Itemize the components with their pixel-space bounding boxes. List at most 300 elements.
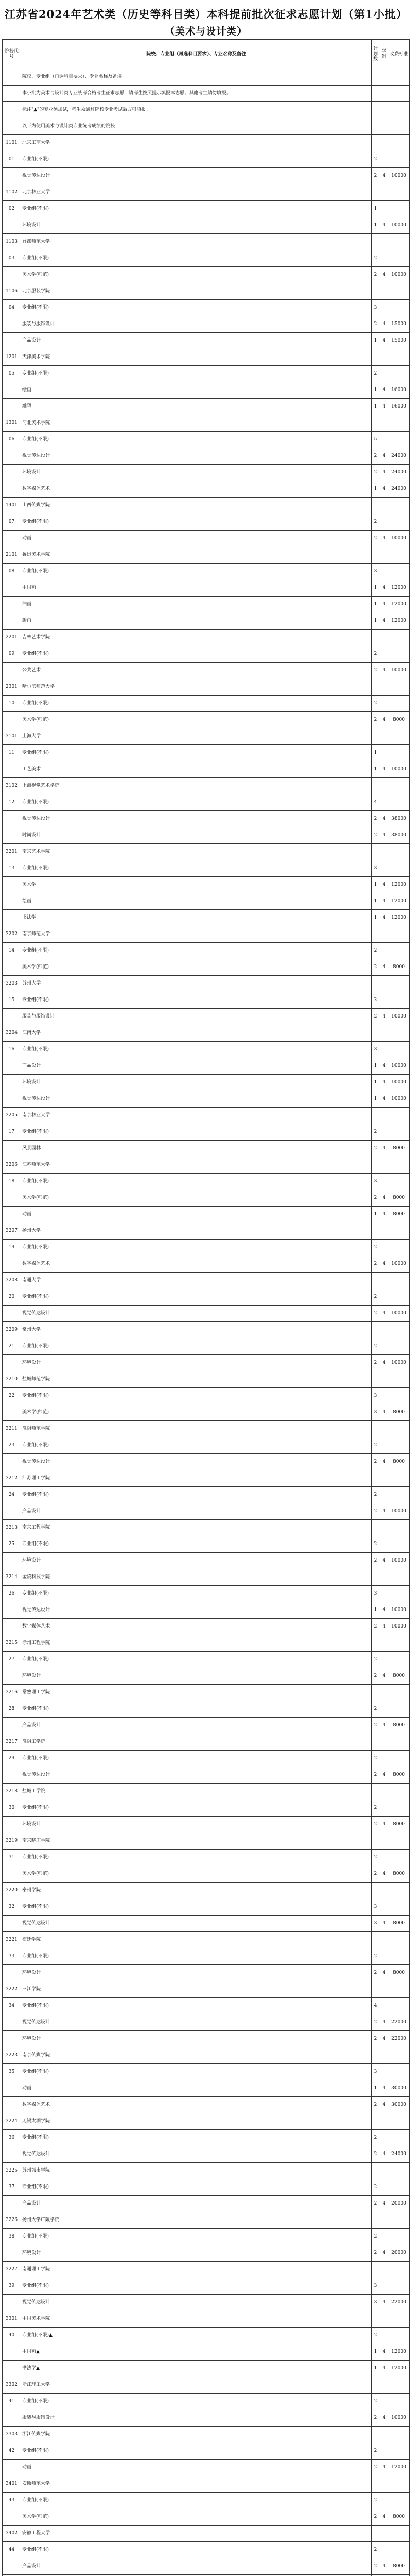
cell-name: 美术学(师范) [21, 712, 372, 728]
cell-name: 书法学▲ [21, 2361, 372, 2377]
cell-name: 天津美术学院 [21, 349, 372, 366]
cell-plan: 2 [372, 1553, 380, 1569]
cell-plan: 3 [372, 2278, 380, 2295]
cell-fee: 10000 [388, 531, 410, 547]
cell-name: 盐城师范学院 [21, 1371, 372, 1388]
table-row [3, 2229, 410, 2245]
cell-years: 4 [380, 2361, 388, 2377]
cell-years [380, 1734, 388, 1751]
cell-fee: 15000 [388, 333, 410, 349]
cell-fee [388, 2526, 410, 2542]
cell-fee [388, 1981, 410, 1998]
cell-code: 3217 [3, 1734, 21, 1751]
cell-name: 视觉传达设计 [21, 811, 372, 827]
cell-plan: 2 [372, 2394, 380, 2410]
cell-plan: 2 [372, 2542, 380, 2558]
cell-fee [388, 1108, 410, 1124]
cell-code: 08 [3, 564, 21, 580]
cell-name: 南通理工学院 [21, 2262, 372, 2278]
cell-name: 南京工程学院 [21, 1520, 372, 1536]
table-row [3, 1602, 410, 1619]
cell-name: 徐州工程学院 [21, 1635, 372, 1652]
cell-name: 专业组(不限) [21, 2394, 372, 2410]
cell-name: 中国画 [21, 580, 372, 597]
cell-code [3, 465, 21, 481]
cell-fee: 22000 [388, 2014, 410, 2031]
cell-fee: 20000 [388, 2245, 410, 2262]
cell-plan: 2 [372, 1124, 380, 1141]
cell-name: 数字媒体艺术 [21, 2097, 372, 2113]
table-row [3, 1487, 410, 1503]
cell-code [3, 2509, 21, 2526]
cell-code [3, 2245, 21, 2262]
cell-years: 4 [380, 2558, 388, 2575]
cell-years: 4 [380, 531, 388, 547]
cell-code: 3401 [3, 2476, 21, 2493]
cell-fee: 8000 [388, 1718, 410, 1734]
cell-fee [388, 1932, 410, 1948]
cell-name: 产品设计 [21, 1058, 372, 1075]
table-row [3, 514, 410, 531]
cell-code: 3225 [3, 2163, 21, 2179]
cell-fee [388, 1701, 410, 1718]
cell-fee [388, 1998, 410, 2014]
cell-fee [388, 2212, 410, 2229]
cell-code [3, 2344, 21, 2361]
cell-fee [388, 860, 410, 877]
cell-code [3, 1190, 21, 1207]
cell-name: 专业组(不限) [21, 2493, 372, 2509]
cell-fee [388, 1899, 410, 1916]
cell-name: 书法学 [21, 910, 372, 926]
cell-plan: 2 [372, 1141, 380, 1157]
cell-code [3, 580, 21, 597]
table-row [3, 1091, 410, 1108]
cell-name: 视觉传达设计 [21, 1767, 372, 1784]
cell-code: 1201 [3, 349, 21, 366]
cell-code: 3216 [3, 1685, 21, 1701]
cell-name: 时尚设计 [21, 827, 372, 844]
cell-years: 4 [380, 1503, 388, 1520]
cell-plan: 2 [372, 1306, 380, 1322]
cell-code: 26 [3, 1586, 21, 1602]
table-row [3, 1388, 410, 1404]
cell-name: 视觉传达设计 [21, 1454, 372, 1470]
cell-plan: 1 [372, 217, 380, 234]
cell-years [380, 1932, 388, 1948]
cell-code: 1102 [3, 184, 21, 201]
cell-name: 美术学(师范) [21, 1866, 372, 1883]
cell-plan: 1 [372, 1075, 380, 1091]
cell-plan [372, 2262, 380, 2278]
cell-fee [388, 992, 410, 1009]
cell-fee: 10000 [388, 1619, 410, 1635]
cell-name: 环境设计 [21, 1965, 372, 1981]
cell-name: 动画 [21, 2460, 372, 2476]
cell-years [380, 415, 388, 432]
cell-fee [388, 1388, 410, 1404]
cell-fee [388, 1883, 410, 1899]
cell-name: 专业组(不限) [21, 1042, 372, 1058]
cell-years: 4 [380, 2097, 388, 2113]
cell-years [380, 300, 388, 316]
cell-name: 数字媒体艺术 [21, 1619, 372, 1635]
table-row [3, 926, 410, 943]
cell-fee [388, 1833, 410, 1850]
cell-name: 油画 [21, 597, 372, 613]
cell-years [380, 102, 388, 118]
cell-code: 3223 [3, 2047, 21, 2064]
table-row [3, 613, 410, 630]
cell-code: 3210 [3, 1371, 21, 1388]
cell-plan: 2 [372, 465, 380, 481]
cell-fee [388, 2163, 410, 2179]
header-fee: 收费标准 [388, 40, 410, 69]
cell-years [380, 1108, 388, 1124]
table-row [3, 1981, 410, 1998]
cell-years: 4 [380, 217, 388, 234]
table-row [3, 2295, 410, 2311]
cell-code [3, 1454, 21, 1470]
table-row [3, 2080, 410, 2097]
cell-code: 06 [3, 432, 21, 448]
cell-name: 院校、专业组（再选科目要求）、专业名称及备注 [21, 69, 372, 86]
cell-code [3, 2146, 21, 2163]
cell-years [380, 943, 388, 959]
cell-code: 12 [3, 794, 21, 811]
cell-years [380, 86, 388, 102]
cell-fee [388, 2377, 410, 2394]
table-row [3, 1800, 410, 1817]
cell-plan [372, 1685, 380, 1701]
cell-fee [388, 926, 410, 943]
cell-code: 1401 [3, 498, 21, 514]
cell-years [380, 1784, 388, 1800]
cell-name: 哈尔滨师范大学 [21, 679, 372, 696]
table-row [3, 2196, 410, 2212]
cell-fee [388, 2130, 410, 2146]
cell-years [380, 432, 388, 448]
cell-fee [388, 1174, 410, 1190]
table-row [3, 679, 410, 696]
cell-plan: 1 [372, 877, 380, 893]
cell-code: 3208 [3, 1273, 21, 1289]
table-row [3, 794, 410, 811]
cell-name: 南京传媒学院 [21, 2047, 372, 2064]
cell-code: 14 [3, 943, 21, 959]
cell-code [3, 399, 21, 415]
cell-fee: 24000 [388, 448, 410, 465]
table-row [3, 1619, 410, 1635]
cell-fee [388, 646, 410, 663]
header-code: 院校代号 [3, 40, 21, 69]
cell-years: 4 [380, 1619, 388, 1635]
cell-years: 4 [380, 1767, 388, 1784]
cell-fee [388, 2476, 410, 2493]
cell-code [3, 811, 21, 827]
cell-name: 专业组(不限) [21, 2064, 372, 2080]
cell-plan [372, 1569, 380, 1586]
table-row [3, 646, 410, 663]
cell-years [380, 1569, 388, 1586]
cell-years: 4 [380, 382, 388, 399]
cell-fee [388, 1948, 410, 1965]
table-row [3, 1371, 410, 1388]
table-row [3, 2031, 410, 2047]
cell-name: 专业组(不限) [21, 1536, 372, 1553]
cell-fee [388, 547, 410, 564]
cell-plan [372, 349, 380, 366]
cell-years [380, 118, 388, 135]
cell-code: 13 [3, 860, 21, 877]
cell-code: 3204 [3, 1025, 21, 1042]
table-row [3, 1207, 410, 1223]
cell-name: 山西传媒学院 [21, 498, 372, 514]
cell-years: 4 [380, 2196, 388, 2212]
cell-fee [388, 432, 410, 448]
table-row [3, 2476, 410, 2493]
cell-fee [388, 2542, 410, 2558]
table-row [3, 267, 410, 283]
table-row [3, 1256, 410, 1273]
table-row [3, 1404, 410, 1421]
cell-plan: 1 [372, 382, 380, 399]
cell-fee [388, 1850, 410, 1866]
cell-fee [388, 69, 410, 86]
cell-plan: 2 [372, 2410, 380, 2427]
cell-fee [388, 2328, 410, 2344]
table-row [3, 69, 410, 86]
cell-code: 34 [3, 1998, 21, 2014]
cell-years [380, 696, 388, 712]
cell-plan [372, 2047, 380, 2064]
cell-fee: 10000 [388, 1075, 410, 1091]
cell-plan: 2 [372, 168, 380, 184]
cell-name: 宿迁学院 [21, 1932, 372, 1948]
cell-years [380, 2163, 388, 2179]
cell-code [3, 1767, 21, 1784]
table-row [3, 1916, 410, 1932]
cell-code: 3205 [3, 1108, 21, 1124]
cell-name: 美术学 [21, 877, 372, 893]
cell-plan: 2 [372, 1718, 380, 1734]
cell-name: 浙江理工大学 [21, 2377, 372, 2394]
cell-name: 专业组(不限) [21, 745, 372, 761]
cell-code: 21 [3, 1338, 21, 1355]
table-row [3, 2344, 410, 2361]
cell-fee [388, 283, 410, 300]
table-row [3, 1421, 410, 1437]
cell-fee: 10000 [388, 1256, 410, 1273]
cell-years [380, 778, 388, 794]
cell-fee [388, 2179, 410, 2196]
cell-years [380, 2179, 388, 2196]
table-row [3, 1635, 410, 1652]
cell-plan [372, 547, 380, 564]
cell-name: 金陵科技学院 [21, 1569, 372, 1586]
table-row [3, 547, 410, 564]
table-row [3, 1437, 410, 1454]
cell-plan: 2 [372, 2509, 380, 2526]
cell-name: 安徽师范大学 [21, 2476, 372, 2493]
cell-name: 专业组(不限) [21, 2542, 372, 2558]
cell-fee: 12000 [388, 613, 410, 630]
cell-code: 23 [3, 1437, 21, 1454]
cell-code [3, 531, 21, 547]
cell-code: 28 [3, 1701, 21, 1718]
cell-fee: 8000 [388, 959, 410, 976]
cell-name: 专业组(不限) [21, 514, 372, 531]
cell-name: 视觉传达设计 [21, 1602, 372, 1619]
cell-name: 南京艺术学院 [21, 844, 372, 860]
cell-fee [388, 794, 410, 811]
cell-plan [372, 415, 380, 432]
table-row [3, 184, 410, 201]
cell-fee [388, 1751, 410, 1767]
cell-fee: 10000 [388, 1602, 410, 1619]
cell-code: 3201 [3, 844, 21, 860]
cell-years: 4 [380, 2344, 388, 2361]
cell-name: 视觉传达设计 [21, 1916, 372, 1932]
cell-code [3, 2080, 21, 2097]
table-row [3, 2130, 410, 2146]
table-row [3, 1701, 410, 1718]
cell-fee [388, 1470, 410, 1487]
cell-fee [388, 1734, 410, 1751]
cell-name: 环境设计 [21, 1817, 372, 1833]
cell-code [3, 877, 21, 893]
cell-plan: 2 [372, 646, 380, 663]
cell-fee [388, 943, 410, 959]
cell-years: 4 [380, 1141, 388, 1157]
cell-years [380, 1948, 388, 1965]
cell-name: 中国美术学院 [21, 2311, 372, 2328]
cell-name: 美术学(师范) [21, 959, 372, 976]
cell-plan [372, 234, 380, 250]
cell-code [3, 2361, 21, 2377]
table-row [3, 1668, 410, 1685]
cell-code [3, 481, 21, 498]
table-row [3, 992, 410, 1009]
cell-name: 专业组(不限) [21, 1586, 372, 1602]
table-row [3, 893, 410, 910]
cell-fee: 10000 [388, 1355, 410, 1371]
cell-plan [372, 1025, 380, 1042]
cell-plan: 2 [372, 1619, 380, 1635]
cell-code: 15 [3, 992, 21, 1009]
table-row [3, 1075, 410, 1091]
table-row [3, 2328, 410, 2344]
cell-plan: 2 [372, 1355, 380, 1371]
cell-years [380, 250, 388, 267]
cell-plan [372, 135, 380, 151]
cell-code [3, 712, 21, 728]
cell-plan: 2 [372, 2196, 380, 2212]
cell-plan: 1 [372, 745, 380, 761]
cell-name: 数字媒体艺术 [21, 481, 372, 498]
cell-fee [388, 1223, 410, 1240]
cell-fee: 10000 [388, 2410, 410, 2427]
table-row [3, 1850, 410, 1866]
cell-code: 3211 [3, 1421, 21, 1437]
cell-fee: 10000 [388, 1091, 410, 1108]
cell-code: 31 [3, 1850, 21, 1866]
table-row [3, 943, 410, 959]
cell-code: 3206 [3, 1157, 21, 1174]
cell-plan: 2 [372, 1751, 380, 1767]
cell-name: 专业组(不限) [21, 1948, 372, 1965]
cell-fee: 24000 [388, 465, 410, 481]
cell-fee: 8000 [388, 1190, 410, 1207]
cell-plan: 2 [372, 1338, 380, 1355]
cell-name: 专业组(不限) [21, 250, 372, 267]
cell-years [380, 234, 388, 250]
cell-fee: 10000 [388, 1058, 410, 1075]
table-row [3, 860, 410, 877]
cell-years [380, 1322, 388, 1338]
cell-plan: 3 [372, 1404, 380, 1421]
cell-years: 4 [380, 2014, 388, 2031]
cell-plan: 1 [372, 1602, 380, 1619]
cell-fee: 8000 [388, 1668, 410, 1685]
cell-code [3, 316, 21, 333]
cell-years: 4 [380, 1668, 388, 1685]
cell-code [3, 1075, 21, 1091]
cell-code [3, 1916, 21, 1932]
cell-code: 3218 [3, 1784, 21, 1800]
cell-name: 视觉传达设计 [21, 2014, 372, 2031]
table-row [3, 1948, 410, 1965]
cell-name: 视觉传达设计 [21, 2146, 372, 2163]
cell-years [380, 1652, 388, 1668]
cell-fee [388, 2443, 410, 2460]
cell-code: 2101 [3, 547, 21, 564]
cell-plan [372, 778, 380, 794]
cell-plan: 2 [372, 151, 380, 168]
table-row [3, 2377, 410, 2394]
table-row [3, 844, 410, 860]
cell-name: 专业组(不限) [21, 992, 372, 1009]
table-row [3, 1520, 410, 1536]
cell-name: 专业组(不限) [21, 151, 372, 168]
cell-years: 4 [380, 1916, 388, 1932]
cell-fee: 8000 [388, 712, 410, 728]
cell-name: 绘画 [21, 893, 372, 910]
cell-code: 37 [3, 2179, 21, 2196]
cell-name: 服装与服饰设计 [21, 1009, 372, 1025]
cell-plan [372, 1883, 380, 1899]
cell-plan [372, 679, 380, 696]
table-row [3, 465, 410, 481]
cell-years [380, 630, 388, 646]
cell-fee [388, 2427, 410, 2443]
cell-years [380, 926, 388, 943]
table-row [3, 1553, 410, 1569]
cell-name: 专业组(不限) [21, 1487, 372, 1503]
table-row [3, 2278, 410, 2295]
cell-name: 中国画▲ [21, 2344, 372, 2361]
cell-plan [372, 1784, 380, 1800]
table-row [3, 448, 410, 465]
cell-name: 服装与服饰设计 [21, 316, 372, 333]
cell-years [380, 1371, 388, 1388]
cell-plan: 2 [372, 2245, 380, 2262]
cell-code [3, 1404, 21, 1421]
cell-fee [388, 1322, 410, 1338]
cell-code [3, 1718, 21, 1734]
cell-years [380, 2493, 388, 2509]
cell-fee [388, 1371, 410, 1388]
